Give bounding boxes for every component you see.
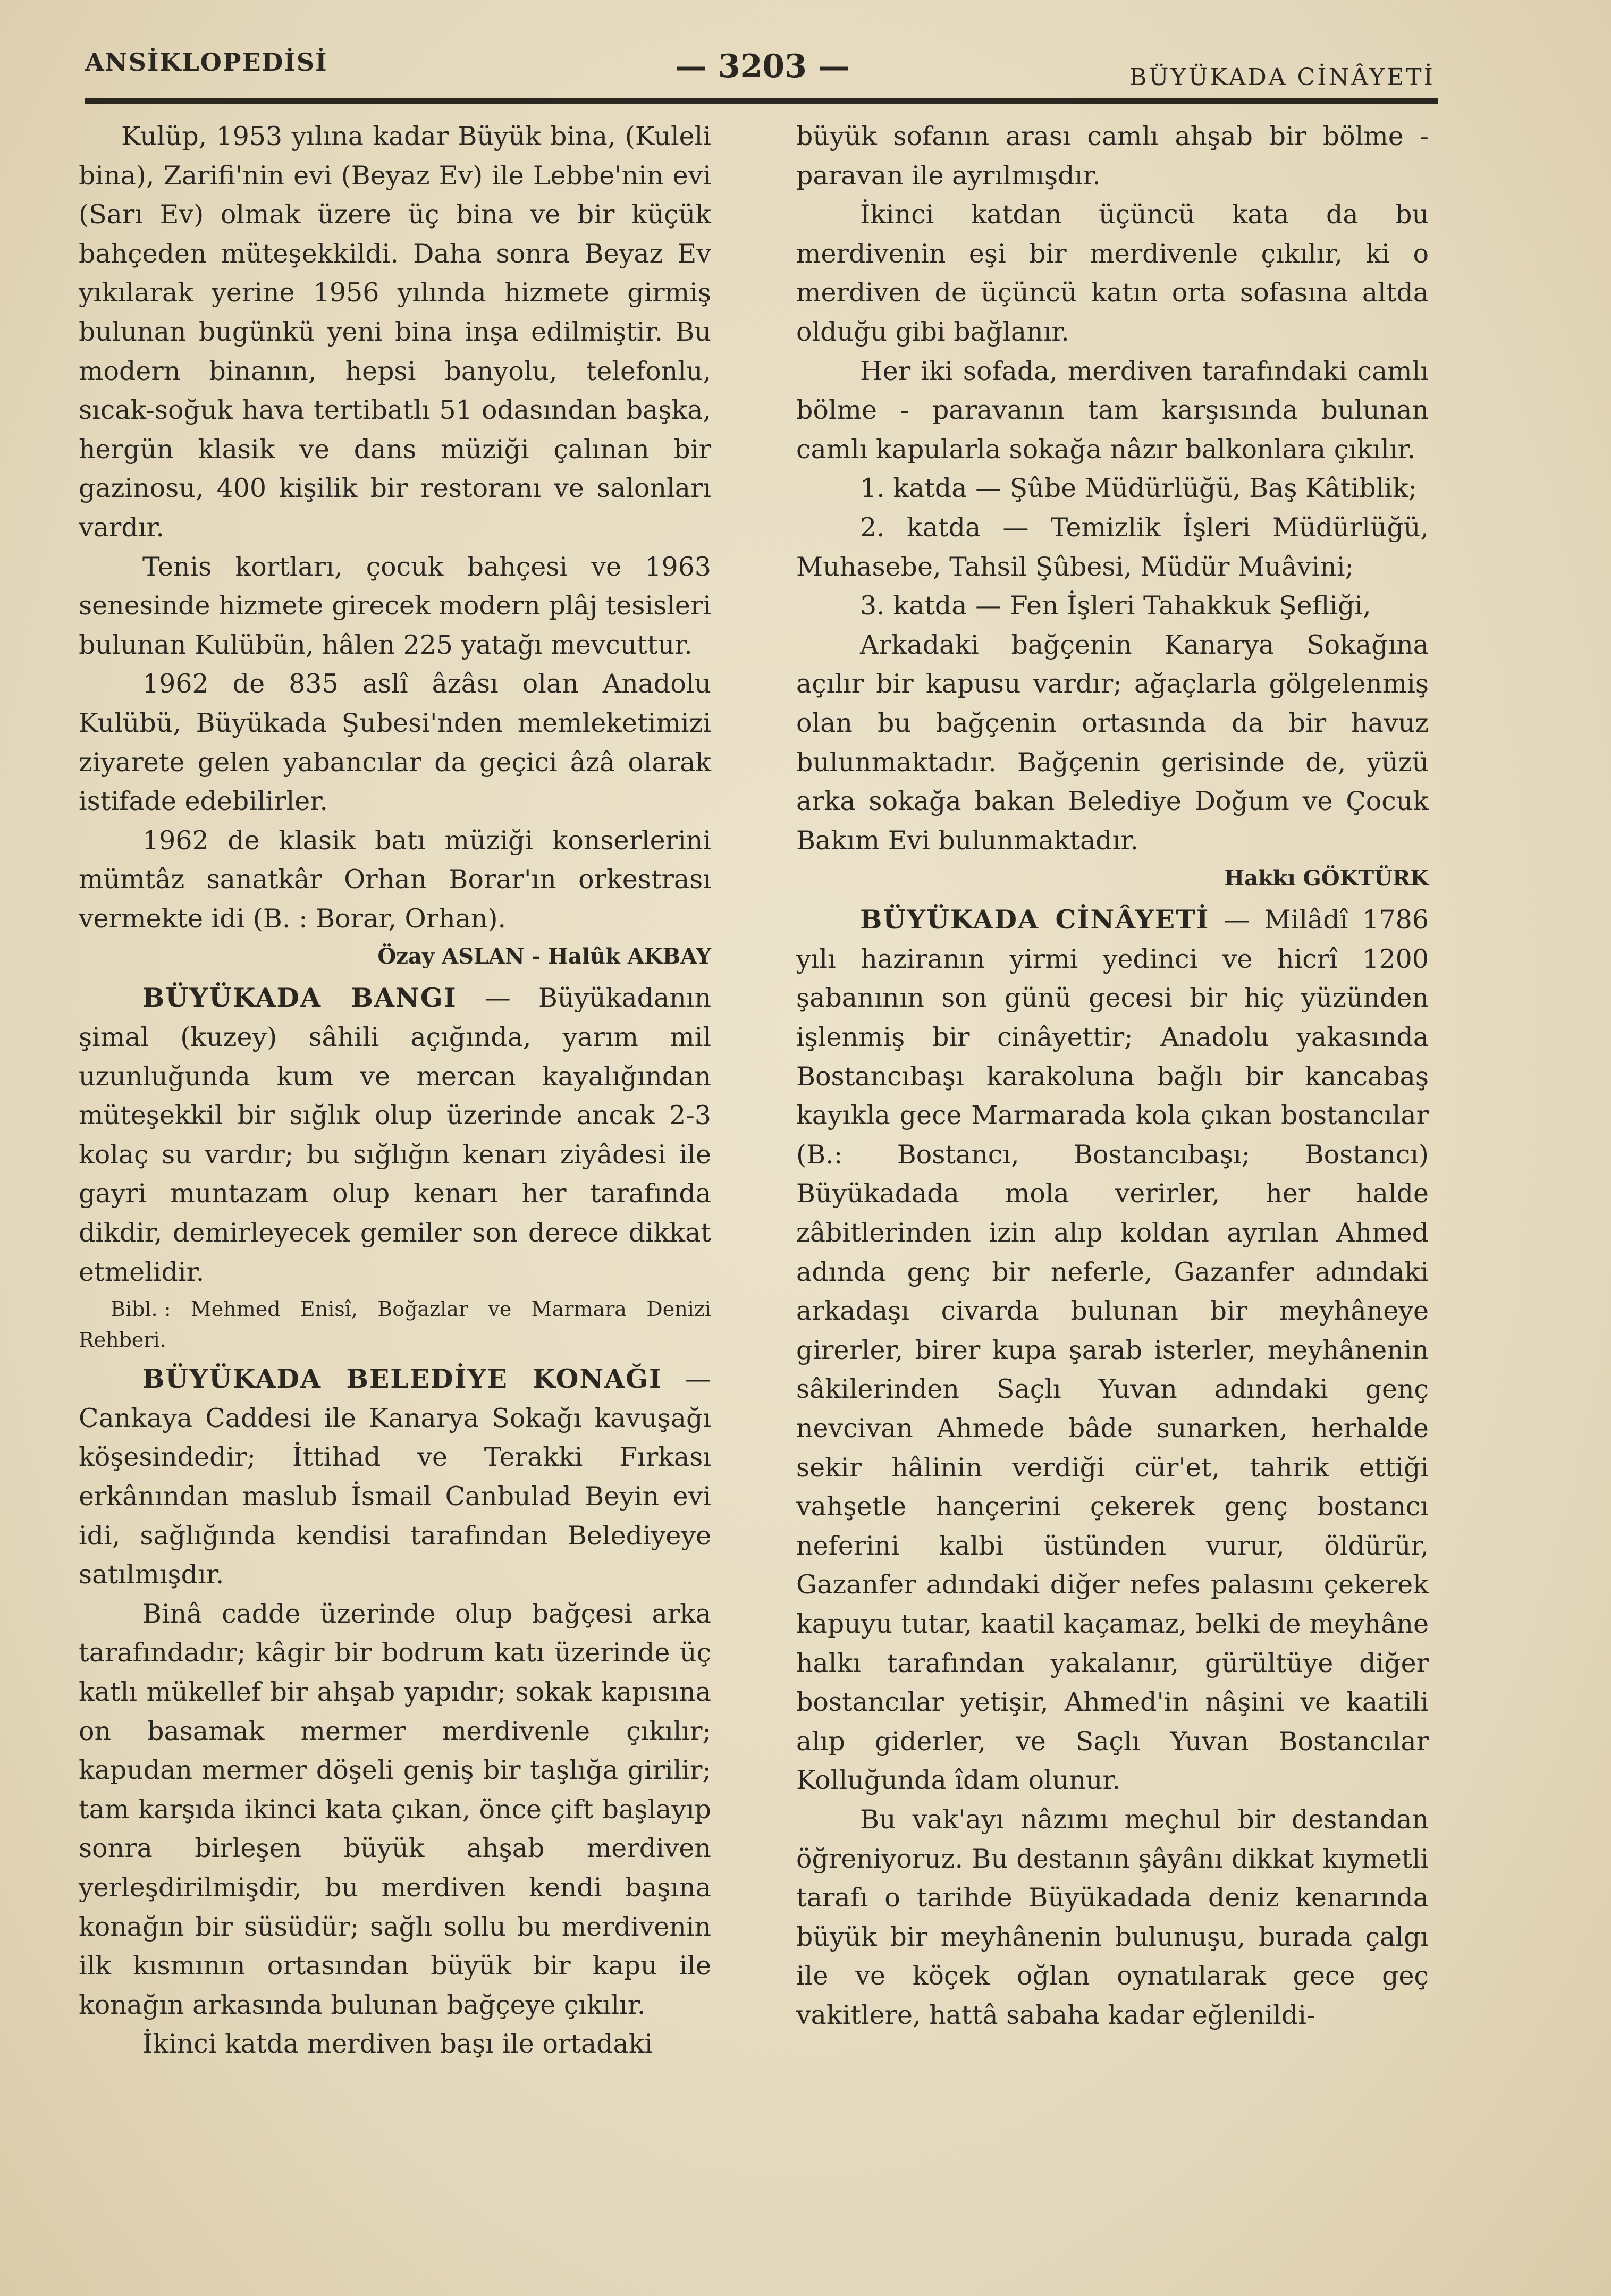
running-head-right: BÜYÜKADA CİNÂYETİ	[1129, 64, 1435, 91]
paragraph: Arkadaki bağçenin Kanarya Sokağına açılır bir kapusu vardır; ağaçlarla gölgelenmiş olan bu bağçenin ortasında da bir havuz bulunmaktadır. Bağçenin gerisinde de, yüzü arka sokağa bakan Belediye Doğum ve Çocuk Bakım Evi bulunmaktadır.	[796, 629, 1429, 856]
paragraph: İkinci katdan üçüncü kata da bu merdivenin eşi bir merdivenle çıkılır, ki o merdiven de üçüncü katın orta sofasına altda olduğu gibi bağlanır.	[796, 199, 1429, 347]
author-signature: Hakkı GÖKTÜRK	[1224, 866, 1429, 891]
paragraph: Her iki sofada, merdiven tarafındaki camlı bölme - paravanın tam karşısında bulunan camlı kapularla sokağa nâzır balkonlara çıkılır.	[796, 356, 1429, 465]
bibliography-text: Mehmed Enisî, Boğazlar ve Marmara Denizi Rehberi.	[79, 1297, 711, 1352]
entry-term: BÜYÜKADA BANGI	[142, 982, 457, 1014]
paragraph: 1962 de klasik batı müziği konserlerini mümtâz sanatkâr Orhan Borar'ın orkestrası vermekte idi (B. : Borar, Orhan).	[79, 825, 711, 934]
paragraph: 1962 de 835 aslî âzâsı olan Anadolu Kulübü, Büyükada Şubesi'nden memleketimizi ziyarete gelen yabancılar da geçici âzâ olarak istifade edebilirler.	[79, 669, 711, 817]
bibliography	[79, 1294, 711, 1355]
entry-text: — Büyükadanın şimal (kuzey) sâhili açığında, yarım mil uzunluğunda kum ve mercan kayalığından müteşekkil bir sığlık olup üzerinde ancak 2-3 kolaç su vardır; bu sığlığın kenarı ziyâdesi ile gayri muntazam olup kenarı her tarafında dikdir, demirleyecek gemiler son derece dikkat etmelidir.	[79, 983, 712, 1287]
paragraph: 1. katda — Şûbe Müdürlüğü, Baş Kâtiblik;	[860, 473, 1418, 504]
entry-term: BÜYÜKADA BELEDİYE KONAĞI	[142, 1363, 662, 1395]
entry-text: — Cankaya Caddesi ile Kanarya Sokağı kavuşağı köşesindedir; İttihad ve Terakki Fırkası erkânından maslub İsmail Canbulad Beyin evi idi, sağlığında kendisi tarafından Belediyeye satılmışdır.	[79, 1364, 711, 1590]
paragraph: 3. katda — Fen İşleri Tahakkuk Şefliği,	[860, 590, 1371, 621]
author-signature: Özay ASLAN - Halûk AKBAY	[377, 944, 711, 969]
page-number: — 3203 —	[675, 48, 850, 85]
running-head-left: ANSİKLOPEDİSİ	[85, 48, 328, 77]
paragraph: İkinci katda merdiven başı ile ortadaki	[142, 2029, 653, 2059]
paragraph: Binâ cadde üzerinde olup bağçesi arka tarafındadır; kâgir bir bodrum katı üzerinde üç katlı mükellef bir ahşab yapıdır; sokak kapısına on basamak mermer merdivenle çıkılır; kapudan mermer döşeli geniş bir taşlığa girilir; tam karşıda ikinci kata çıkan, önce çift başlayıp sonra birleşen büyük ahşab merdiven yerleşdirilmişdir, bu merdiven kendi başına konağın bir süsüdür; sağlı sollu bu merdivenin ilk kısmının ortasından büyük bir kapu ile konağın arkasında bulunan bağçeye çıkılır.	[79, 1598, 711, 2020]
entry-term: BÜYÜKADA CİNÂYETİ	[860, 904, 1210, 935]
paragraph: Bu vak'ayı nâzımı meçhul bir destandan öğreniyoruz. Bu destanın şâyânı dikkat kıymetli tarafı o tarihde Büyükadada deniz kenarında büyük bir meyhânenin bulunuşu, burada çalgı ile ve köçek oğlan oynatılarak gece geç vakitlere, hattâ sabaha kadar eğlenildi-	[796, 1804, 1429, 2030]
paragraph: büyük sofanın arası camlı ahşab bir bölme - paravan ile ayrılmışdır.	[796, 121, 1429, 191]
entry-cinayet	[796, 900, 1429, 1800]
entry-bangi	[79, 978, 711, 1292]
entry-konak	[79, 1360, 711, 1594]
bibliography-label: Bibl. :	[111, 1297, 171, 1321]
right-column	[796, 117, 1429, 2035]
header-rule	[85, 98, 1438, 104]
paragraph: 2. katda — Temizlik İşleri Müdürlüğü, Muhasebe, Tahsil Şûbesi, Müdür Muâvini;	[796, 512, 1429, 582]
entry-text: — Milâdî 1786 yılı haziranın yirmi yedinci ve hicrî 1200 şabanının son günü gecesi bir hiç yüzünden işlenmiş bir cinâyettir; Anadolu yakasında Bostancıbaşı karakoluna bağlı bir kancabaş kayıkla gece Marmarada kola çıkan bostancılar (B.: Bostancı, Bostancıbaşı; Bostancı) Büyükadada mola verirler, her halde zâbitlerinden izin alıp koldan ayrılan Ahmed adında genç bir neferle, Gazanfer adındaki arkadaşı civarda bulunan bir meyhâneye girerler, birer kupa şarab isterler, meyhânenin sâkilerinden Saçlı Yuvan adındaki genç nevcivan Ahmede bâde sunarken, herhalde sekir hâlinin verdiği cür'et, tahrik ettiği vahşetle hançerini çekerek genç bostancı neferini kalbi üstünden vurur, öldürür, Gazanfer adındaki diğer nefes palasını çekerek kapuyu tutar, kaatil kaçamaz, belki de meyhâne halkı tarafından yakalanır, gürültüye diğer bostancılar yetişir, Ahmed'in nâşini ve kaatili alıp giderler, ve Saçlı Yuvan Bostancılar Kolluğunda îdam olunur.	[796, 905, 1429, 1796]
paragraph: Kulüp, 1953 yılına kadar Büyük bina, (Kuleli bina), Zarifi'nin evi (Beyaz Ev) ile Lebbe'nin evi (Sarı Ev) olmak üzere üç bina ve bir küçük bahçeden müteşekkildi. Daha sonra Beyaz Ev yıkılarak yerine 1956 yılında hizmete girmiş bulunan bugünkü yeni bina inşa edilmiştir. Bu modern binanın, hepsi banyolu, telefonlu, sıcak-soğuk hava tertibatlı 51 odasından başka, hergün klasik ve dans müziği çalınan bir gazinosu, 400 kişilik bir restoranı ve salonları vardır.	[79, 121, 711, 543]
page-header	[85, 37, 1435, 101]
left-column	[79, 117, 711, 2064]
paragraph: Tenis kortları, çocuk bahçesi ve 1963 senesinde hizmete girecek modern plâj tesisleri bulunan Kulübün, hâlen 225 yatağı mevcuttur.	[79, 551, 711, 660]
